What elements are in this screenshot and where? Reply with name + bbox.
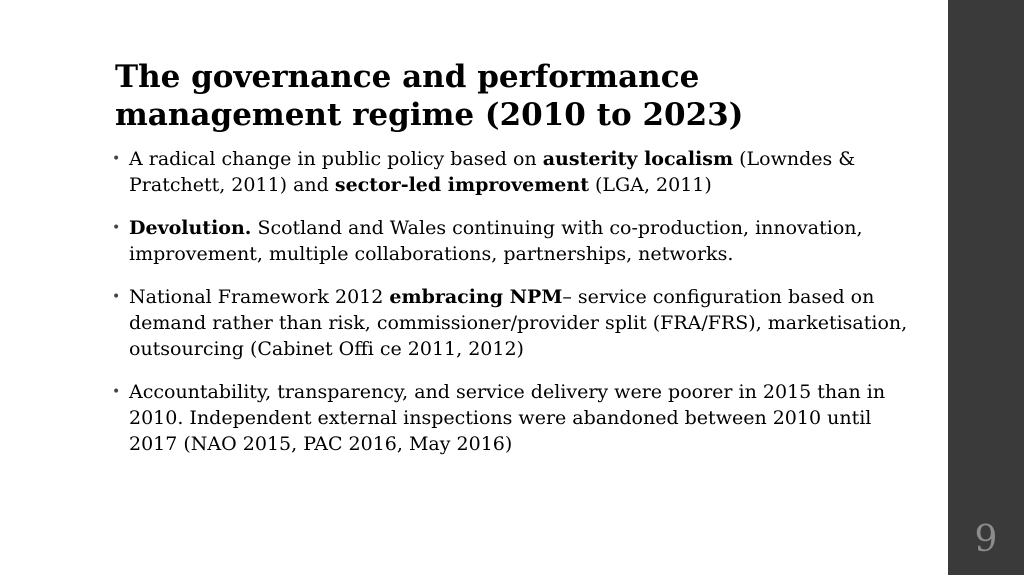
bullet-bold-text: austerity localism — [542, 148, 734, 170]
sidebar-bar — [948, 0, 1024, 575]
bullet-bold-text: Devolution. — [129, 217, 252, 239]
bullet-icon: • — [112, 384, 121, 400]
bullet-text: A radical change in public policy based on — [129, 148, 543, 170]
bullet-icon: • — [112, 289, 121, 305]
title-line-1: The governance and performance — [115, 59, 700, 95]
bullet-item-devolution — [112, 215, 912, 267]
bullet-text: (Lowndes & Pratchett, 2011) and — [129, 148, 856, 196]
title-line-2: management regime (2010 to 2023) — [115, 97, 744, 133]
bullet-icon: • — [112, 151, 121, 167]
bullet-bold-text: embracing NPM — [389, 286, 563, 308]
bullet-item-accountability — [112, 379, 912, 457]
bullet-text: National Framework 2012 — [129, 286, 390, 308]
bullet-bold-text: sector-led improvement — [334, 174, 589, 196]
bullet-list — [112, 146, 912, 474]
bullet-text: – service configuration based on demand rather than risk, commissioner/provider split (FRA/FRS), marketisation, outsourcing (Cabinet Offi ce 2011, 2012) — [129, 286, 908, 360]
bullet-text: (LGA, 2011) — [588, 174, 712, 196]
bullet-item-austerity — [112, 146, 912, 198]
bullet-icon: • — [112, 220, 121, 236]
slide-title — [115, 58, 925, 134]
bullet-item-national-framework — [112, 284, 912, 362]
bullet-text: Scotland and Wales continuing with co-production, innovation, improvement, multiple collaborations, partnerships, networks. — [129, 217, 863, 265]
page-number: 9 — [974, 519, 998, 560]
bullet-text: Accountability, transparency, and service delivery were poorer in 2015 than in 2010. Independent external inspections were abandoned between 2010 until 2017 (NAO 2015, PAC 2016, May 2016) — [129, 381, 886, 455]
